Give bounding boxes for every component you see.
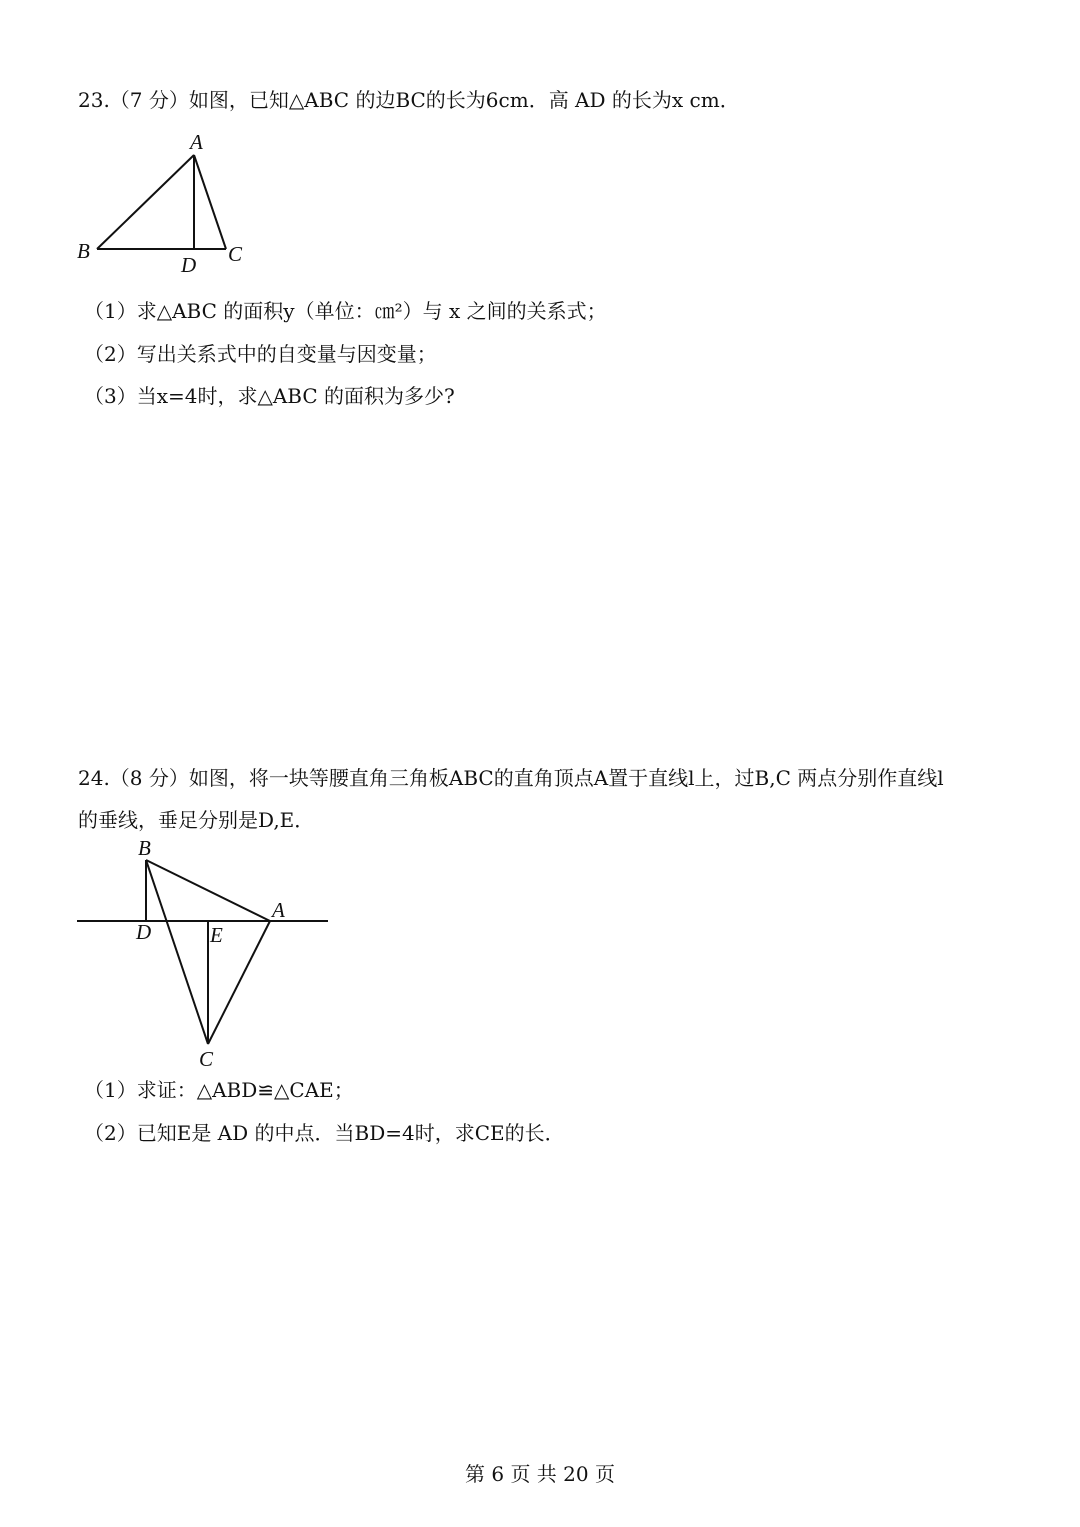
- label-D: D: [136, 920, 152, 944]
- label-E: E: [210, 923, 223, 947]
- label-A: A: [190, 130, 203, 154]
- q23-triangle-figure: [70, 128, 270, 278]
- q23-part-3: （3）当x=4时，求△ABC 的面积为多少?: [84, 384, 455, 408]
- side-AC: [194, 155, 226, 249]
- label-A: A: [272, 898, 285, 922]
- q24-triangle-figure: [70, 835, 340, 1075]
- page-footer: 第 6 页 共 20 页: [465, 1462, 615, 1486]
- q24-part-2: （2）已知E是 AD 的中点．当BD=4时，求CE的长．: [84, 1121, 565, 1145]
- q24-stem-line-2: 的垂线，垂足分别是D,E．: [78, 808, 315, 832]
- q23-stem: 23.（7 分）如图，已知△ABC 的边BC的长为6cm．高 AD 的长为x cm．: [78, 88, 740, 112]
- label-B: B: [77, 239, 90, 263]
- label-B: B: [138, 836, 151, 860]
- q23-part-2: （2）写出关系式中的自变量与因变量；: [84, 342, 437, 366]
- side-BC: [146, 860, 208, 1044]
- q23-part-1: （1）求△ABC 的面积y（单位：㎝²）与 x 之间的关系式；: [84, 299, 607, 323]
- q24-stem-line-1: 24.（8 分）如图，将一块等腰直角三角板ABC的直角顶点A置于直线l上，过B,C 两点分别作直线l: [78, 766, 944, 790]
- side-AB: [97, 155, 194, 249]
- q24-part-1: （1）求证：△ABD≌△CAE；: [84, 1078, 354, 1102]
- label-D: D: [181, 253, 197, 277]
- label-C: C: [199, 1047, 214, 1071]
- side-BA: [146, 860, 270, 921]
- label-C: C: [228, 242, 243, 266]
